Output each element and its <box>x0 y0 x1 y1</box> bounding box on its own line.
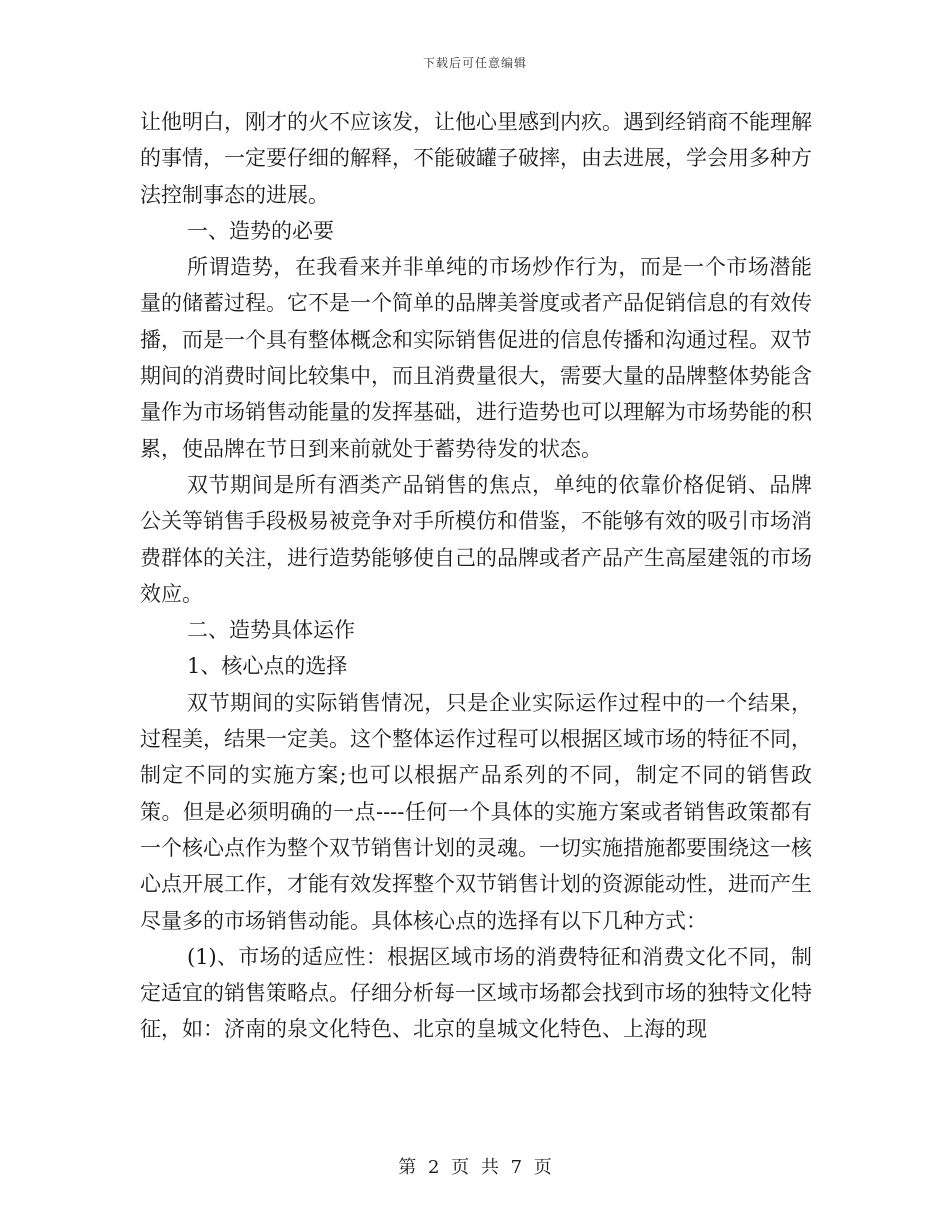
subsection-heading-1: 1、核心点的选择 <box>187 654 348 679</box>
section-heading-1: 一、造势的必要 <box>187 218 334 243</box>
paragraph-3: 双节期间是所有酒类产品销售的焦点，单纯的依靠价格促销、品牌公关等销售手段极易被竞争对手所模仿和借鉴，不能够有效的吸引市场消费群体的关注，进行造势能够使自己的品牌或者产品产生高屋建瓴的市场效应。 <box>140 472 812 606</box>
page-header: 下载后可任意编辑 <box>422 56 527 70</box>
page-footer: 第 2 页 共 7 页 <box>398 1157 552 1178</box>
paragraph-5: (1)、市场的适应性：根据区域市场的消费特征和消费文化不同，制定适宜的销售策略点。仔细分析每一区域市场都会找到市场的独特文化特征，如：济南的泉文化特色、北京的皇城文化特色、上海的现 <box>140 944 812 1042</box>
document-body <box>140 104 812 1048</box>
paragraph-4: 双节期间的实际销售情况，只是企业实际运作过程中的一个结果，过程美，结果一定美。这个整体运作过程可以根据区域市场的特征不同，制定不同的实施方案;也可以根据产品系列的不同，制定不同的销售政策。但是必须明确的一点----任何一个具体的实施方案或者销售政策都有一个核心点作为整个双节销售计划的灵魂。一切实施措施都要围绕这一核心点开展工作，才能有效发挥整个双节销售计划的资源能动性，进而产生尽量多的市场销售动能。具体核心点的选择有以下几种方式： <box>140 690 812 933</box>
section-heading-2: 二、造势具体运作 <box>187 618 355 643</box>
paragraph-1: 让他明白，刚才的火不应该发，让他心里感到内疚。遇到经销商不能理解的事情，一定要仔细的解释，不能破罐子破摔，由去进展，学会用多种方法控制事态的进展。 <box>140 110 812 207</box>
paragraph-2: 所谓造势，在我看来并非单纯的市场炒作行为，而是一个市场潜能量的储蓄过程。它不是一个简单的品牌美誉度或者产品促销信息的有效传播，而是一个具有整体概念和实际销售促进的信息传播和沟通过程。双节期间的消费时间比较集中，而且消费量很大，需要大量的品牌整体势能含量作为市场销售动能量的发挥基础，进行造势也可以理解为市场势能的积累，使品牌在节日到来前就处于蓄势待发的状态。 <box>140 255 812 461</box>
